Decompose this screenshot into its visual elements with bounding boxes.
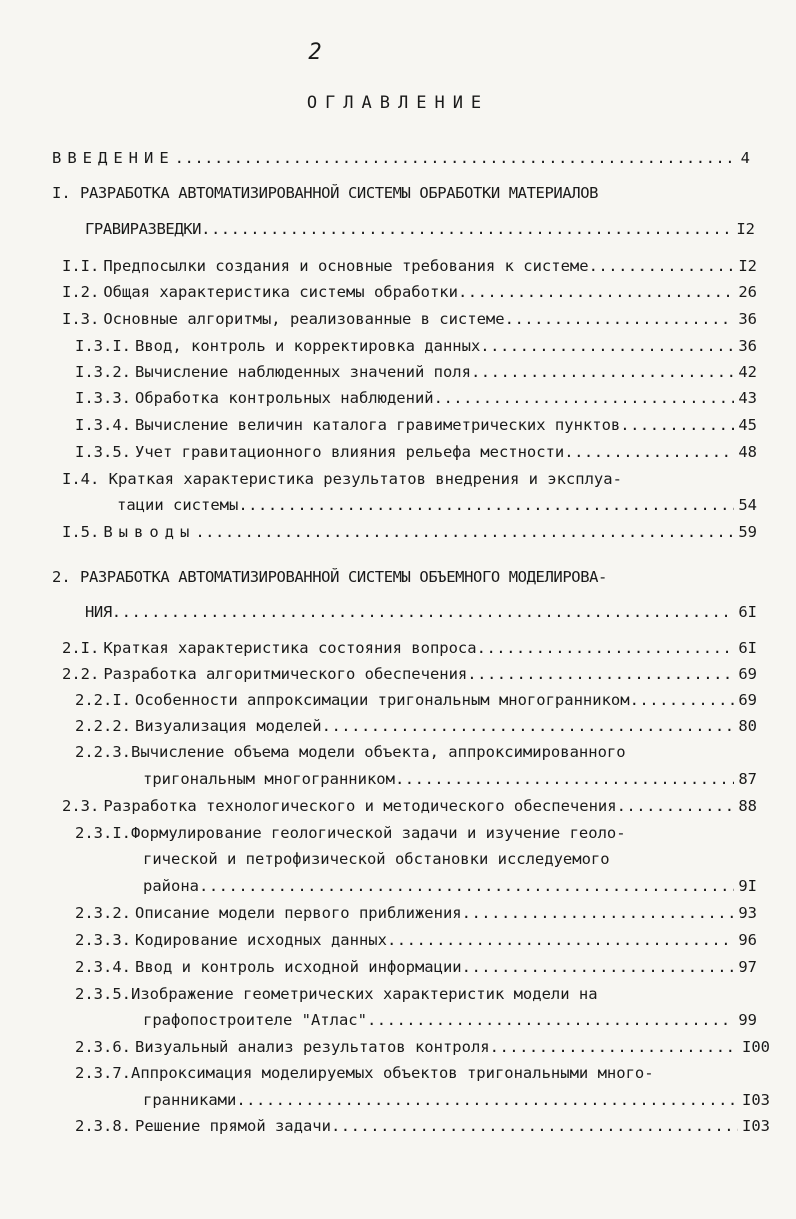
toc-entry-text: Предпосылки создания и основные требования к системе	[103, 257, 589, 275]
toc-entry-number: I.3.I.	[75, 337, 131, 355]
toc-entry-1-3-3	[75, 386, 757, 410]
toc-entry-2-3-7	[143, 1088, 770, 1112]
dot-leader	[589, 254, 735, 278]
toc-entry-text: района	[143, 877, 199, 895]
toc-entry-page: 93	[738, 904, 757, 922]
toc-entry-1-3	[62, 307, 757, 331]
dot-leader	[462, 901, 735, 925]
toc-entry-page: 80	[738, 717, 757, 735]
dot-leader	[467, 662, 734, 686]
toc-entry-number: 2.2.3.	[75, 743, 131, 761]
toc-entry-text: НИЯ	[85, 603, 112, 621]
toc-entry-text: тригональным многогранником	[143, 770, 395, 788]
toc-entry-number: I.3.2.	[75, 363, 131, 381]
toc-entry-number: 2.3.6.	[75, 1038, 131, 1056]
toc-entry-1-3-2	[75, 360, 757, 384]
dot-leader	[505, 307, 735, 331]
toc-entry-page: 88	[738, 797, 757, 815]
toc-entry-2-2-1	[75, 688, 757, 712]
dot-leader	[236, 1088, 738, 1112]
toc-entry-2-3-4	[75, 955, 757, 979]
toc-entry-text: Визуализация моделей	[135, 717, 322, 735]
toc-entry-text: Описание модели первого приближения	[135, 904, 462, 922]
toc-entry-text: Разработка технологического и методического обеспечения	[103, 797, 617, 815]
toc-entry-page: 4	[740, 149, 750, 167]
toc-entry-2-3-1	[143, 874, 757, 898]
toc-entry-page: 69	[738, 665, 757, 683]
toc-entry-text: графопостроителе "Атлас"	[143, 1011, 367, 1029]
toc-entry-2-3	[62, 794, 757, 818]
toc-entry-number: 2.3.3.	[75, 931, 131, 949]
dot-leader	[199, 874, 734, 898]
toc-entry-text: гранниками	[143, 1091, 237, 1109]
dot-leader	[490, 1035, 738, 1059]
toc-entry-page: 36	[738, 337, 757, 355]
toc-entry-1-3-5	[75, 440, 757, 464]
dot-leader	[112, 600, 735, 624]
toc-entry-page: I03	[742, 1117, 770, 1135]
toc-entry-page: 9I	[738, 877, 757, 895]
toc-entry-introduction	[52, 146, 750, 170]
toc-entry-text: Кодирование исходных данных	[135, 931, 387, 949]
dot-leader	[477, 636, 735, 660]
toc-entry-text: Краткая характеристика состояния вопроса	[103, 639, 477, 657]
toc-entry-text: Выводы	[103, 523, 196, 541]
toc-entry-page: 54	[738, 496, 757, 514]
toc-entry-page: 42	[738, 363, 757, 381]
dot-leader	[480, 334, 734, 358]
toc-entry-text: гической и петрофизической обстановки исследуемого	[143, 850, 610, 868]
dot-leader	[195, 520, 734, 544]
toc-entry-page: I03	[742, 1091, 770, 1109]
toc-entry-number: I.4.	[62, 470, 100, 488]
toc-entry-page: 87	[738, 770, 757, 788]
toc-entry-page: 36	[738, 310, 757, 328]
toc-entry-page: 99	[738, 1011, 757, 1029]
toc-entry-number: I.	[52, 184, 71, 202]
toc-entry-1-2	[62, 280, 757, 304]
toc-entry-2-3-3	[75, 928, 757, 952]
toc-entry-page: I2	[736, 220, 755, 238]
toc-entry-text: ГРАВИРАЗВЕДКИ	[85, 220, 202, 238]
dot-leader	[630, 688, 735, 712]
toc-entry-number: 2.2.I.	[75, 691, 131, 709]
toc-entry-number: 2.3.5.	[75, 985, 131, 1003]
toc-chapter-1	[85, 217, 755, 241]
toc-entry-page: 45	[738, 416, 757, 434]
toc-entry-page: 97	[738, 958, 757, 976]
toc-entry-number: 2.3.8.	[75, 1117, 131, 1135]
toc-entry-text: Учет гравитационного влияния рельефа местности	[135, 443, 565, 461]
toc-entry-text: Вычисление величин каталога гравиметрических пунктов	[135, 416, 621, 434]
dot-leader	[564, 440, 734, 464]
toc-entry-text: Вычисление объема модели объекта, аппроксимированного	[131, 743, 626, 761]
toc-entry-page: 69	[738, 691, 757, 709]
toc-entry-text: Аппроксимация моделируемых объектов тригональными много-	[131, 1064, 654, 1082]
toc-entry-number: I.3.5.	[75, 443, 131, 461]
toc-chapter-2-title	[52, 565, 782, 589]
toc-entry-page: 6I	[738, 603, 757, 621]
toc-entry-2-2-3	[143, 767, 757, 791]
toc-entry-1-1	[62, 254, 757, 278]
toc-entry-page: I00	[742, 1038, 770, 1056]
toc-entry-text: Вычисление наблюденных значений поля	[135, 363, 471, 381]
toc-entry-text: Решение прямой задачи	[135, 1117, 331, 1135]
dot-leader	[458, 280, 734, 304]
toc-entry-2-2-2	[75, 714, 757, 738]
toc-entry-page: 96	[738, 931, 757, 949]
toc-entry-2-3-7-line1	[75, 1061, 790, 1085]
toc-entry-text: Основные алгоритмы, реализованные в системе	[103, 310, 505, 328]
toc-entry-2-3-6	[75, 1035, 770, 1059]
toc-entry-2-3-2	[75, 901, 757, 925]
toc-entry-2-1	[62, 636, 757, 660]
toc-entry-1-3-4	[75, 413, 757, 437]
dot-leader	[238, 493, 734, 517]
toc-entry-text: Изображение геометрических характеристик модели на	[131, 985, 598, 1003]
toc-title: ОГЛАВЛЕНИЕ	[306, 93, 490, 113]
toc-chapter-1-title	[52, 181, 752, 205]
toc-entry-number: 2.	[52, 568, 71, 586]
dot-leader	[395, 767, 734, 791]
toc-entry-1-3-1	[75, 334, 757, 358]
dot-leader	[620, 413, 734, 437]
toc-entry-number: 2.3.	[62, 797, 100, 815]
toc-entry-text: Особенности аппроксимации тригональным многогранником	[135, 691, 630, 709]
dot-leader	[201, 217, 732, 241]
toc-entry-number: I.2.	[62, 283, 100, 301]
toc-entry-number: I.3.	[62, 310, 100, 328]
toc-chapter-2	[85, 600, 757, 624]
toc-entry-text: Визуальный анализ результатов контроля	[135, 1038, 490, 1056]
toc-entry-number: 2.2.	[62, 665, 100, 683]
toc-entry-2-3-8	[75, 1114, 770, 1138]
page-number: 2	[308, 40, 322, 65]
toc-entry-text: Разработка алгоритмического обеспечения	[103, 665, 468, 683]
toc-entry-number: 2.3.2.	[75, 904, 131, 922]
toc-entry-page: 43	[738, 389, 757, 407]
dot-leader	[322, 714, 735, 738]
toc-entry-number: I.I.	[62, 257, 100, 275]
toc-entry-2-2-3-line1	[75, 740, 775, 764]
toc-entry-number: I.5.	[62, 523, 100, 541]
toc-entry-2-3-5	[143, 1008, 757, 1032]
toc-entry-1-4	[117, 493, 757, 517]
toc-entry-2-2	[62, 662, 757, 686]
toc-entry-page: 26	[738, 283, 757, 301]
dot-leader	[331, 1114, 738, 1138]
toc-entry-text: Формулирование геологической задачи и изучение геоло-	[131, 824, 626, 842]
toc-entry-1-4-line1	[62, 467, 762, 491]
toc-entry-number: 2.I.	[62, 639, 100, 657]
toc-entry-text: Ввод и контроль исходной информации	[135, 958, 462, 976]
toc-entry-number: 2.2.2.	[75, 717, 131, 735]
dot-leader	[434, 386, 735, 410]
toc-entry-page: 6I	[738, 639, 757, 657]
toc-entry-text: Общая характеристика системы обработки	[103, 283, 458, 301]
toc-entry-page: 59	[738, 523, 757, 541]
dot-leader	[462, 955, 735, 979]
toc-entry-page: I2	[738, 257, 757, 275]
toc-entry-page: 48	[738, 443, 757, 461]
toc-entry-text: Ввод, контроль и корректировка данных	[135, 337, 481, 355]
toc-entry-text: ВВЕДЕНИЕ	[52, 149, 175, 167]
toc-entry-text: Обработка контрольных наблюдений	[135, 389, 434, 407]
toc-entry-text: РАЗРАБОТКА АВТОМАТИЗИРОВАННОЙ СИСТЕМЫ ОБЪЕМНОГО МОДЕЛИРОВА-	[80, 568, 607, 586]
toc-entry-number: 2.3.I.	[75, 824, 131, 842]
dot-leader	[471, 360, 734, 384]
toc-entry-text: РАЗРАБОТКА АВТОМАТИЗИРОВАННОЙ СИСТЕМЫ ОБРАБОТКИ МАТЕРИАЛОВ	[80, 184, 599, 202]
toc-entry-2-3-5-line1	[75, 982, 775, 1006]
toc-entry-2-3-1-line1	[75, 821, 775, 845]
toc-entry-text: Краткая характеристика результатов внедрения и эксплуа-	[108, 470, 622, 488]
toc-entry-text: тации системы	[117, 496, 239, 514]
toc-entry-number: 2.3.7.	[75, 1064, 131, 1082]
dot-leader	[175, 146, 737, 170]
dot-leader	[367, 1008, 734, 1032]
toc-entry-2-3-1-line2	[143, 847, 763, 871]
dot-leader	[617, 794, 735, 818]
dot-leader	[387, 928, 734, 952]
toc-entry-number: I.3.3.	[75, 389, 131, 407]
toc-entry-1-5	[62, 520, 757, 544]
toc-entry-number: 2.3.4.	[75, 958, 131, 976]
toc-entry-number: I.3.4.	[75, 416, 131, 434]
